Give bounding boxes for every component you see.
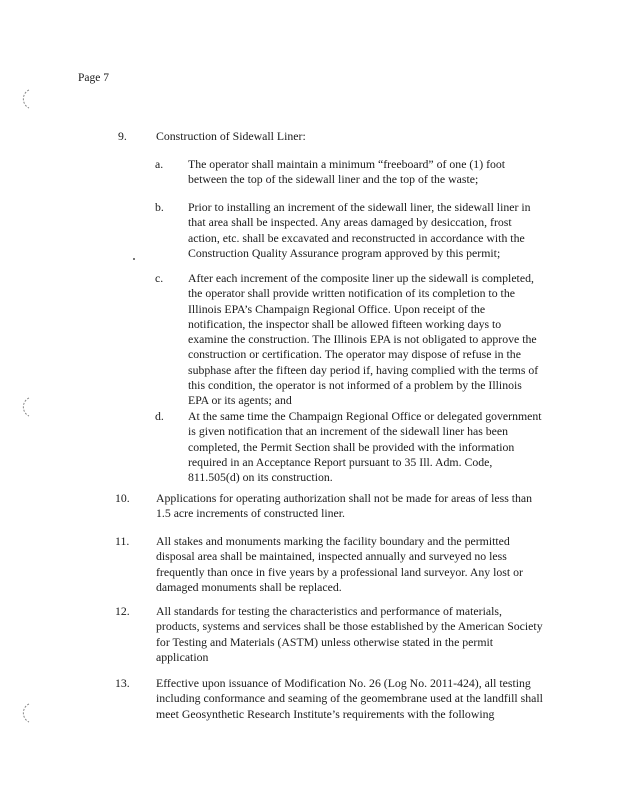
- text-line: All standards for testing the characteristics and performance of materials,: [156, 604, 502, 618]
- item-number: 13.: [115, 676, 130, 690]
- text-line: the operator shall provide written notification of its completion to the: [188, 286, 515, 301]
- text-line: required in an Acceptance Report pursuant to 35 Ill. Adm. Code,: [188, 454, 493, 469]
- text-line: construction or certification. The operator may dispose of refuse in the: [188, 347, 521, 362]
- text-line: that area shall be inspected. Any areas damaged by desiccation, frost: [188, 215, 512, 230]
- subitem-text: [188, 409, 542, 485]
- subitem-letter: a.: [155, 157, 164, 171]
- text-line: 811.505(d) on its construction.: [188, 470, 333, 485]
- text-line: Applications for operating authorization shall not be made for areas of less than: [156, 491, 533, 505]
- text-line: examine the construction. The Illinois EPA is not obligated to approve the: [188, 332, 537, 347]
- text-line: action, etc. shall be excavated and reconstructed in accordance with the: [188, 230, 525, 245]
- text-line: 1.5 acre increments of constructed liner.: [156, 506, 346, 521]
- text-line: Effective upon issuance of Modification No. 26 (Log No. 2011-424), all testing: [156, 676, 531, 690]
- item-text: [156, 491, 532, 522]
- text-line: completed, the Permit Section shall be provided with the information: [188, 439, 515, 454]
- text-line: The operator shall maintain a minimum “freeboard” of one (1) foot: [188, 157, 506, 171]
- text-line: frequently than once in five years by a professional land surveyor. Any lost or: [156, 564, 523, 579]
- text-line: application: [156, 650, 209, 665]
- text-line: Illinois EPA’s Champaign Regional Office. Upon receipt of the: [188, 301, 486, 316]
- subitem-letter: c.: [155, 271, 164, 285]
- text-line: damaged monuments shall be replaced.: [156, 580, 342, 595]
- subitem-text: [188, 200, 531, 261]
- text-line: Prior to installing an increment of the sidewall liner, the sidewall liner in: [188, 200, 531, 214]
- text-line: between the top of the sidewall liner and the top of the waste;: [188, 172, 479, 187]
- item-number: 11.: [115, 534, 130, 548]
- item-number: 12.: [115, 604, 130, 618]
- text-line: subphase after the fifteen day period if, having complied with the terms of: [188, 362, 539, 377]
- text-line: notification, the inspector shall be allowed fifteen working days to: [188, 316, 502, 331]
- scan-speck: [133, 258, 135, 260]
- text-line: is given notification that an increment of the sidewall liner has been: [188, 424, 509, 439]
- subitem-text: [188, 271, 538, 409]
- text-line: Construction Quality Assurance program approved by this permit;: [188, 245, 501, 260]
- text-line: At the same time the Champaign Regional Office or delegated government: [188, 409, 542, 423]
- punch-hole-mark: [18, 702, 32, 724]
- text-line: this condition, the operator is not informed of a problem by the Illinois: [188, 378, 522, 393]
- text-line: All stakes and monuments marking the facility boundary and the permitted: [156, 534, 510, 548]
- item-text: [156, 676, 543, 722]
- subitem-text: [188, 157, 505, 188]
- punch-hole-mark: [18, 88, 32, 110]
- item-title: Construction of Sidewall Liner:: [156, 129, 306, 143]
- item-number: 10.: [115, 491, 130, 505]
- text-line: disposal area shall be maintained, inspected annually and surveyed no less: [156, 549, 507, 564]
- text-line: EPA or its agents; and: [188, 393, 292, 408]
- text-line: After each increment of the composite liner up the sidewall is completed,: [188, 271, 534, 285]
- subitem-letter: d.: [155, 409, 164, 423]
- page-number-header: Page 7: [78, 72, 109, 84]
- text-line: for Testing and Materials (ASTM) unless otherwise stated in the permit: [156, 634, 494, 649]
- punch-hole-mark: [18, 396, 32, 418]
- subitem-letter: b.: [155, 200, 164, 214]
- text-line: meet Geosynthetic Research Institute’s requirements with the following: [156, 706, 495, 721]
- text-line: including conformance and seaming of the geomembrane used at the landfill shall: [156, 691, 543, 706]
- item-text: [156, 604, 543, 666]
- item-text: [156, 534, 523, 596]
- item-number: 9.: [118, 129, 127, 143]
- text-line: products, systems and services shall be those established by the American Society: [156, 619, 543, 634]
